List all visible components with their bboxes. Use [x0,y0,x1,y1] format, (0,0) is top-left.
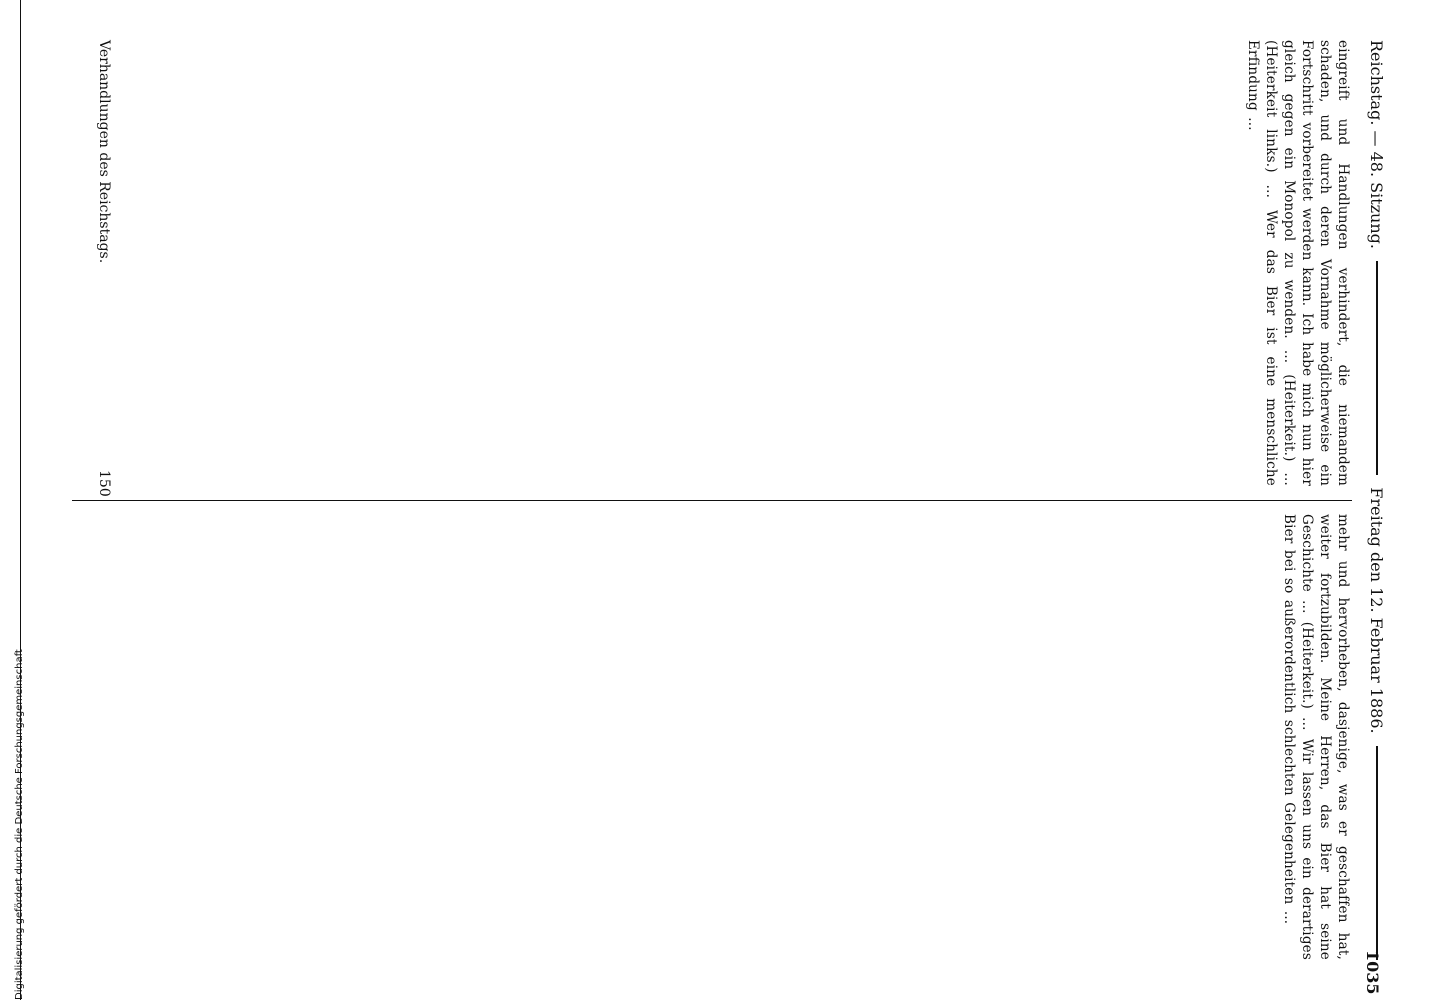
column-1: eingreift und Handlungen verhindert, die niemandem schaden, und durch deren Vornahme möglicherweise ein Fortschritt vorbereitet werden kann. Ich habe mich nun hier gleich gegen ein Monopol zu wenden. ... (Heiterkeit.) ... (Heiterkeit links.) ... Wer das Bier ist eine menschliche Erfindung ... [1245,40,1351,486]
header-rule-2 [1376,746,1378,960]
page-number: 1035 [1363,950,1382,995]
column-separator [72,500,1352,501]
header-left: Reichstag. — 48. Sitzung. [1367,40,1387,249]
page-header [1362,40,1392,960]
side-credit-text: Digitalisierung gefördert durch die Deutsche Forschungsgemeinschaft [14,649,25,1000]
footer-page: 150 [96,470,112,497]
header-rule [1376,261,1378,475]
footer-left: Verhandlungen des Reichstags. [96,40,112,264]
column-2: mehr und hervorheben, dasjenige, was er geschaffen hat, weiter fortzubilden. Meine Herren, das Bier hat seine Geschichte ... (Heiterkeit.) ... Wir lassen uns ein derartiges Bier bei so außerordentlich schlechten Gelegenheiten ... [1281,514,1351,960]
header-center: Freitag den 12. Februar 1886. [1367,487,1387,734]
